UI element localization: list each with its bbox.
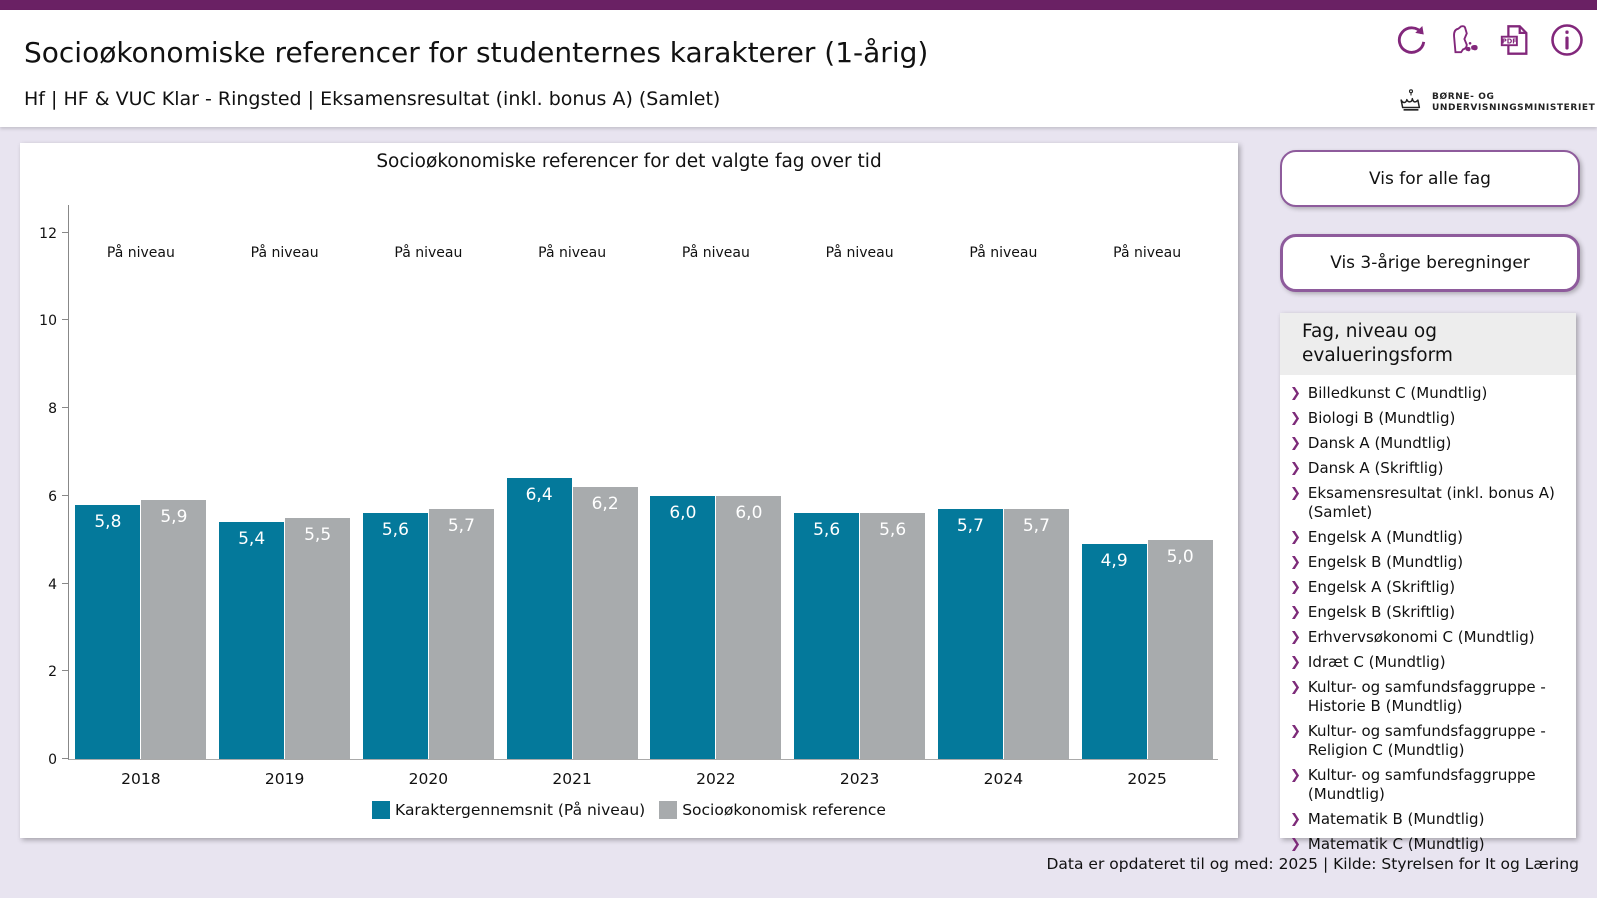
show-all-subjects-button[interactable]: Vis for alle fag: [1280, 150, 1580, 207]
pa-niveau-label: På niveau: [825, 245, 894, 261]
info-icon[interactable]: [1549, 22, 1585, 58]
chart-bar[interactable]: [219, 522, 284, 759]
bar-value-label: 5,6: [813, 520, 841, 541]
chart-bar[interactable]: [716, 496, 781, 759]
subject-item-label: Engelsk A (Skriftlig): [1307, 578, 1456, 596]
pa-niveau-label: På niveau: [394, 245, 463, 261]
y-axis-tick-label: 6: [48, 488, 57, 505]
chart-legend: [20, 801, 1238, 819]
chevron-right-icon: ❯: [1290, 580, 1301, 595]
chart-bar[interactable]: [429, 509, 494, 759]
subject-item-label: Dansk A (Skriftlig): [1307, 459, 1444, 477]
show-3year-calculations-button[interactable]: Vis 3-årige beregninger: [1280, 234, 1580, 292]
bar-value-label: 5,4: [238, 529, 266, 550]
x-axis-label: 2020: [408, 770, 449, 788]
svg-text:PDF: PDF: [1501, 37, 1517, 46]
ministry-name: BØRNE- OG UNDERVISNINGSMINISTERIET: [1432, 92, 1596, 113]
subject-item-label: Engelsk B (Skriftlig): [1307, 603, 1456, 621]
subject-item[interactable]: [1288, 406, 1572, 431]
subject-item[interactable]: [1288, 675, 1572, 719]
legend-entry: [659, 801, 886, 819]
legend-swatch: [372, 801, 390, 819]
chart-bar[interactable]: [650, 496, 715, 759]
chart-bar[interactable]: [860, 513, 925, 759]
subject-item-label: Engelsk A (Mundtlig): [1307, 528, 1464, 546]
bar-value-label: 6,2: [591, 493, 619, 514]
y-axis-tick-label: 2: [48, 664, 57, 681]
pa-niveau-label: På niveau: [1113, 245, 1182, 261]
bar-value-label: 5,7: [956, 515, 984, 536]
chart-bar[interactable]: [507, 478, 572, 759]
x-axis-label: 2021: [552, 770, 592, 788]
bar-value-label: 5,5: [304, 524, 332, 545]
y-axis-tick: [62, 583, 68, 584]
chart-bar[interactable]: [573, 487, 638, 759]
denmark-map-icon[interactable]: [1445, 22, 1481, 58]
y-axis-tick: [62, 407, 68, 408]
header: [0, 10, 1597, 127]
legend-label: Socioøkonomisk reference: [682, 801, 886, 819]
ministry-logo: [1398, 88, 1595, 118]
subject-item[interactable]: [1288, 832, 1572, 857]
subject-list: [1280, 375, 1576, 861]
y-axis-tick: [62, 758, 68, 759]
subject-item-label: Kultur- og samfundsfaggruppe - Religion C (Mundtlig): [1307, 722, 1546, 759]
chevron-right-icon: ❯: [1290, 555, 1301, 570]
bar-value-label: 5,6: [381, 520, 409, 541]
subject-item[interactable]: [1288, 525, 1572, 550]
pdf-export-icon[interactable]: [1497, 22, 1533, 58]
pa-niveau-label: På niveau: [969, 245, 1038, 261]
subject-item[interactable]: [1288, 600, 1572, 625]
pa-niveau-label: På niveau: [681, 245, 750, 261]
subject-item-label: Biologi B (Mundtlig): [1307, 409, 1456, 427]
chevron-right-icon: ❯: [1290, 812, 1301, 827]
y-axis-tick-label: 10: [39, 313, 57, 330]
pa-niveau-label: På niveau: [250, 245, 319, 261]
pa-niveau-label: På niveau: [538, 245, 607, 261]
chart-bar[interactable]: [1004, 509, 1069, 759]
y-axis-tick-label: 12: [39, 225, 57, 242]
subject-item-label: Engelsk B (Mundtlig): [1307, 553, 1464, 571]
subject-item-label: Matematik C (Mundtlig): [1307, 835, 1485, 853]
x-axis-label: 2025: [1127, 770, 1167, 788]
data-source-note: Data er opdateret til og med: 2025 | Kilde: Styrelsen for It og Læring: [1046, 855, 1579, 873]
subject-panel: [1280, 313, 1576, 853]
subject-item[interactable]: [1288, 431, 1572, 456]
chart-bar[interactable]: [75, 505, 140, 759]
subject-item[interactable]: [1288, 719, 1572, 763]
chart-bar[interactable]: [1082, 544, 1147, 759]
subject-item-label: Idræt C (Mundtlig): [1307, 653, 1446, 671]
subject-item[interactable]: [1288, 650, 1572, 675]
subject-item[interactable]: [1288, 763, 1572, 807]
top-accent-strip: [0, 0, 1597, 10]
subject-item[interactable]: [1288, 807, 1572, 832]
y-axis-tick: [62, 495, 68, 496]
subject-item[interactable]: [1288, 575, 1572, 600]
bar-value-label: 6,4: [525, 485, 553, 506]
bar-value-label: 5,0: [1166, 546, 1194, 567]
y-axis-tick-label: 8: [48, 401, 57, 418]
x-axis-label: 2019: [264, 770, 305, 788]
subject-item[interactable]: [1288, 625, 1572, 650]
pa-niveau-label: På niveau: [106, 245, 175, 261]
chevron-right-icon: ❯: [1290, 530, 1301, 545]
subject-item[interactable]: [1288, 481, 1572, 525]
subject-item-label: Dansk A (Mundtlig): [1307, 434, 1452, 452]
y-axis-tick-label: 0: [48, 752, 57, 768]
legend-label: Karaktergennemsnit (På niveau): [395, 801, 646, 819]
y-axis-tick: [62, 670, 68, 671]
bar-value-label: 6,0: [735, 502, 763, 523]
subject-panel-title: Fag, niveau og evalueringsform: [1280, 313, 1576, 375]
breadcrumb: Hf | HF & VUC Klar - Ringsted | Eksamensresultat (inkl. bonus A) (Samlet): [24, 88, 721, 110]
subject-item-label: Kultur- og samfundsfaggruppe - Historie B (Mundtlig): [1307, 678, 1546, 715]
x-axis-label: 2024: [983, 770, 1024, 788]
subject-item-label: Erhvervsøkonomi C (Mundtlig): [1307, 628, 1535, 646]
chart-bar[interactable]: [363, 513, 428, 759]
chevron-right-icon: ❯: [1290, 630, 1301, 645]
chevron-right-icon: ❯: [1290, 724, 1301, 739]
header-icon-bar: [1393, 22, 1585, 58]
chart-bar[interactable]: [794, 513, 859, 759]
chevron-right-icon: ❯: [1290, 768, 1301, 783]
bar-value-label: 4,9: [1100, 551, 1128, 572]
crown-icon: [1398, 88, 1424, 118]
chevron-right-icon: ❯: [1290, 436, 1301, 451]
bar-value-label: 5,6: [879, 520, 907, 541]
chevron-right-icon: ❯: [1290, 837, 1301, 852]
subject-item[interactable]: [1288, 381, 1572, 406]
subject-item[interactable]: [1288, 550, 1572, 575]
legend-swatch: [659, 801, 677, 819]
bar-chart-plot-area: [39, 205, 1218, 788]
chevron-right-icon: ❯: [1290, 605, 1301, 620]
subject-item-label: Billedkunst C (Mundtlig): [1307, 384, 1488, 402]
chevron-right-icon: ❯: [1290, 655, 1301, 670]
subject-item[interactable]: [1288, 456, 1572, 481]
chart-bar[interactable]: [1148, 540, 1213, 759]
page-title: Socioøkonomiske referencer for studenternes karakterer (1-årig): [24, 36, 929, 69]
x-axis-label: 2022: [696, 770, 736, 788]
x-axis-label: 2023: [839, 770, 880, 788]
chart-bar[interactable]: [285, 518, 350, 759]
bar-value-label: 5,7: [1022, 515, 1050, 536]
legend-entry: [372, 801, 645, 819]
y-axis-tick: [62, 232, 68, 233]
chevron-right-icon: ❯: [1290, 386, 1301, 401]
bar-value-label: 6,0: [669, 502, 697, 523]
y-axis-tick-label: 4: [48, 576, 57, 593]
x-axis-label: 2018: [121, 770, 161, 788]
chart-bar[interactable]: [938, 509, 1003, 759]
chart-bar[interactable]: [141, 500, 206, 759]
bar-value-label: 5,9: [160, 507, 188, 528]
chart-title: Socioøkonomiske referencer for det valgte fag over tid: [376, 151, 882, 172]
chevron-right-icon: ❯: [1290, 486, 1301, 501]
chevron-right-icon: ❯: [1290, 411, 1301, 426]
bar-value-label: 5,8: [94, 511, 122, 532]
chevron-right-icon: ❯: [1290, 680, 1301, 695]
subject-item-label: Kultur- og samfundsfaggruppe (Mundtlig): [1307, 766, 1536, 803]
chevron-right-icon: ❯: [1290, 461, 1301, 476]
subject-item-label: Matematik B (Mundtlig): [1307, 810, 1485, 828]
chart-card: [20, 143, 1238, 838]
subject-item-label: Eksamensresultat (inkl. bonus A) (Samlet): [1307, 484, 1555, 521]
bar-value-label: 5,7: [447, 515, 475, 536]
refresh-icon[interactable]: [1393, 22, 1429, 58]
y-axis-tick: [62, 319, 68, 320]
